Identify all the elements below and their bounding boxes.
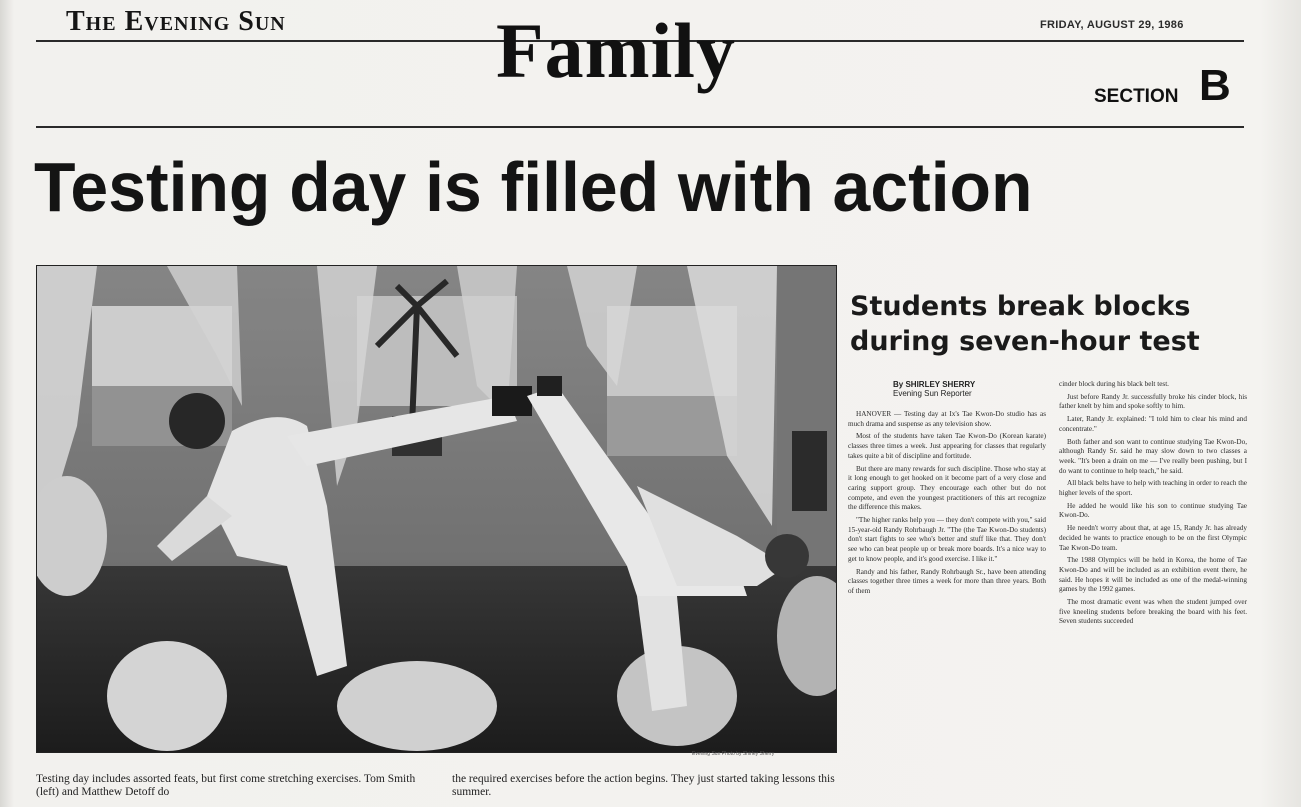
photo-caption-left: Testing day includes assorted feats, but first come stretching exercises. Tom Smith (left) and Matthew Detoff do (36, 773, 416, 798)
paragraph: Later, Randy Jr. explained: "I told him to clear his mind and concentrate." (1059, 415, 1247, 433)
paragraph: But there are many rewards for such discipline. Those who stay at it long enough to get hooked on it become part of a very close and caring support group. They encourage each other but do not compete, and even the youngest practitioners of this art recognize the difference this makes. (848, 464, 1046, 512)
paragraph: He added he would like his son to continue studying Tae Kwon-Do. (1059, 501, 1247, 520)
section-title: Family (496, 7, 736, 94)
paragraph: He needn't worry about that, at age 15, Randy Jr. has already decided he wants to practice enough to be on the first Olympic Tae Kwon-Do team. (1059, 524, 1247, 552)
paragraph: Both father and son want to continue studying Tae Kwon-Do, although Randy Sr. said he may slow down to two classes a week. "It's been a drain on me — I've really been pushing, but I do want to continue to help teach," he said. (1059, 437, 1247, 475)
paragraph: Randy and his father, Randy Rohrbaugh Sr., have been attending classes together three times a week for more than three years. Both of them (848, 567, 1046, 595)
paragraph: HANOVER — Testing day at Ix's Tae Kwon-Do studio has as much drama and suspense as any television show. (848, 410, 1046, 428)
masthead-paper-name: The Evening Sun (66, 6, 286, 37)
paragraph: "The higher ranks help you — they don't compete with you," said 15-year-old Randy Rohrbaugh Jr. "The (the Tae Kwon-Do students) don't start fights to see who's better and stuff like that. They don't see who can beat people up or break more boards. It's a nice way to get to know people, and it's good exercise. I like it." (848, 516, 1046, 563)
paragraph: The most dramatic event was when the student jumped over five kneeling students before breaking the board with his feet. Seven students succeeded (1059, 598, 1247, 626)
article-subhead (850, 289, 1250, 359)
article-column-2 (1059, 380, 1247, 807)
paragraph: All black belts have to help with teaching in order to reach the higher levels of the sport. (1059, 479, 1247, 498)
paragraph: The 1988 Olympics will be held in Korea, the home of Tae Kwon-Do and will be included as an exhibition event there, he said. He hopes it will be included as one of the medal-winning games by the 1992 games. (1059, 556, 1247, 594)
article-byline (893, 380, 975, 398)
issue-date: FRIDAY, AUGUST 29, 1986 (1040, 19, 1184, 31)
byline-name: By SHIRLEY SHERRY (893, 380, 976, 389)
subhead-line-1: Students break blocks (850, 291, 1191, 322)
section-rule (36, 126, 1244, 128)
article-headline: Testing day is filled with action (34, 148, 1033, 226)
article-column-1 (848, 410, 1046, 807)
paragraph: Most of the students have taken Tae Kwon-Do (Korean karate) classes three times a week. Just appearing for classes that regularly takes quite a bit of discipline and fortitude. (848, 432, 1046, 460)
paragraph: Just before Randy Jr. successfully broke his cinder block, his father knelt by him and spoke softly to him. (1059, 392, 1247, 411)
section-label: SECTION (1094, 86, 1179, 107)
article-photo (36, 265, 837, 753)
photo-credit: Evening Sun Photo by Shirley Sherry (692, 751, 775, 757)
section-letter: B (1199, 61, 1231, 110)
paragraph: cinder block during his black belt test. (1059, 380, 1169, 388)
photo-caption-right: the required exercises before the action begins. They just started taking lessons this summer. (452, 773, 835, 798)
subhead-line-2: during seven-hour test (850, 326, 1200, 357)
byline-staff: Evening Sun Reporter (893, 389, 972, 398)
